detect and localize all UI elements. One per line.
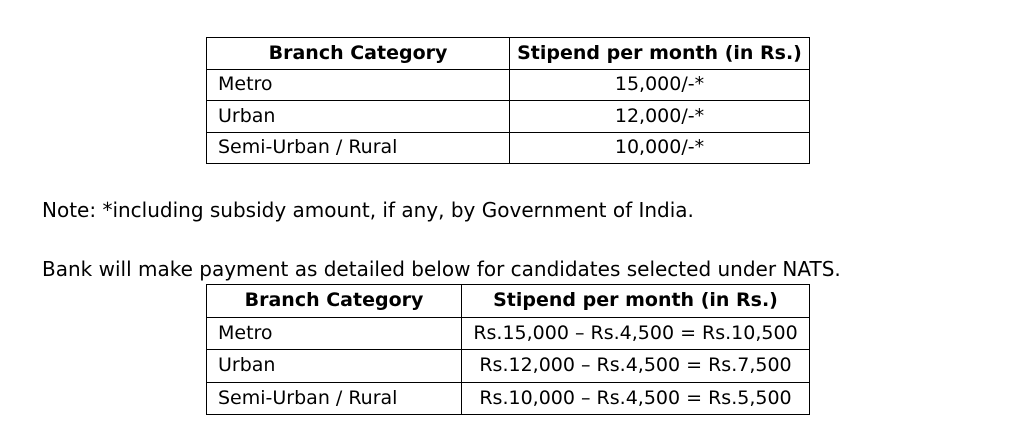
- header-branch-category: Branch Category: [207, 285, 462, 318]
- table-row: [207, 317, 810, 350]
- table-row: [207, 132, 810, 164]
- nats-payment-table: [206, 284, 810, 415]
- category-cell: Urban: [207, 350, 462, 383]
- header-stipend: Stipend per month (in Rs.): [510, 38, 810, 70]
- payment-calculation-cell: Rs.15,000 – Rs.4,500 = Rs.10,500: [462, 317, 810, 350]
- table-row: [207, 69, 810, 101]
- subsidy-note: Note: *including subsidy amount, if any, by Government of India.: [42, 198, 694, 222]
- stipend-cell: 10,000/-*: [510, 132, 810, 164]
- category-cell: Metro: [207, 317, 462, 350]
- payment-calculation-cell: Rs.10,000 – Rs.4,500 = Rs.5,500: [462, 382, 810, 415]
- nats-payment-text: Bank will make payment as detailed below for candidates selected under NATS.: [42, 257, 841, 281]
- stipend-table: [206, 37, 810, 164]
- category-cell: Metro: [207, 69, 510, 101]
- category-cell: Urban: [207, 101, 510, 133]
- table-header-row: [207, 38, 810, 70]
- payment-calculation-cell: Rs.12,000 – Rs.4,500 = Rs.7,500: [462, 350, 810, 383]
- category-cell: Semi-Urban / Rural: [207, 132, 510, 164]
- category-cell: Semi-Urban / Rural: [207, 382, 462, 415]
- stipend-cell: 15,000/-*: [510, 69, 810, 101]
- header-stipend: Stipend per month (in Rs.): [462, 285, 810, 318]
- stipend-cell: 12,000/-*: [510, 101, 810, 133]
- table-header-row: [207, 285, 810, 318]
- table-row: [207, 350, 810, 383]
- header-branch-category: Branch Category: [207, 38, 510, 70]
- table-row: [207, 382, 810, 415]
- table-row: [207, 101, 810, 133]
